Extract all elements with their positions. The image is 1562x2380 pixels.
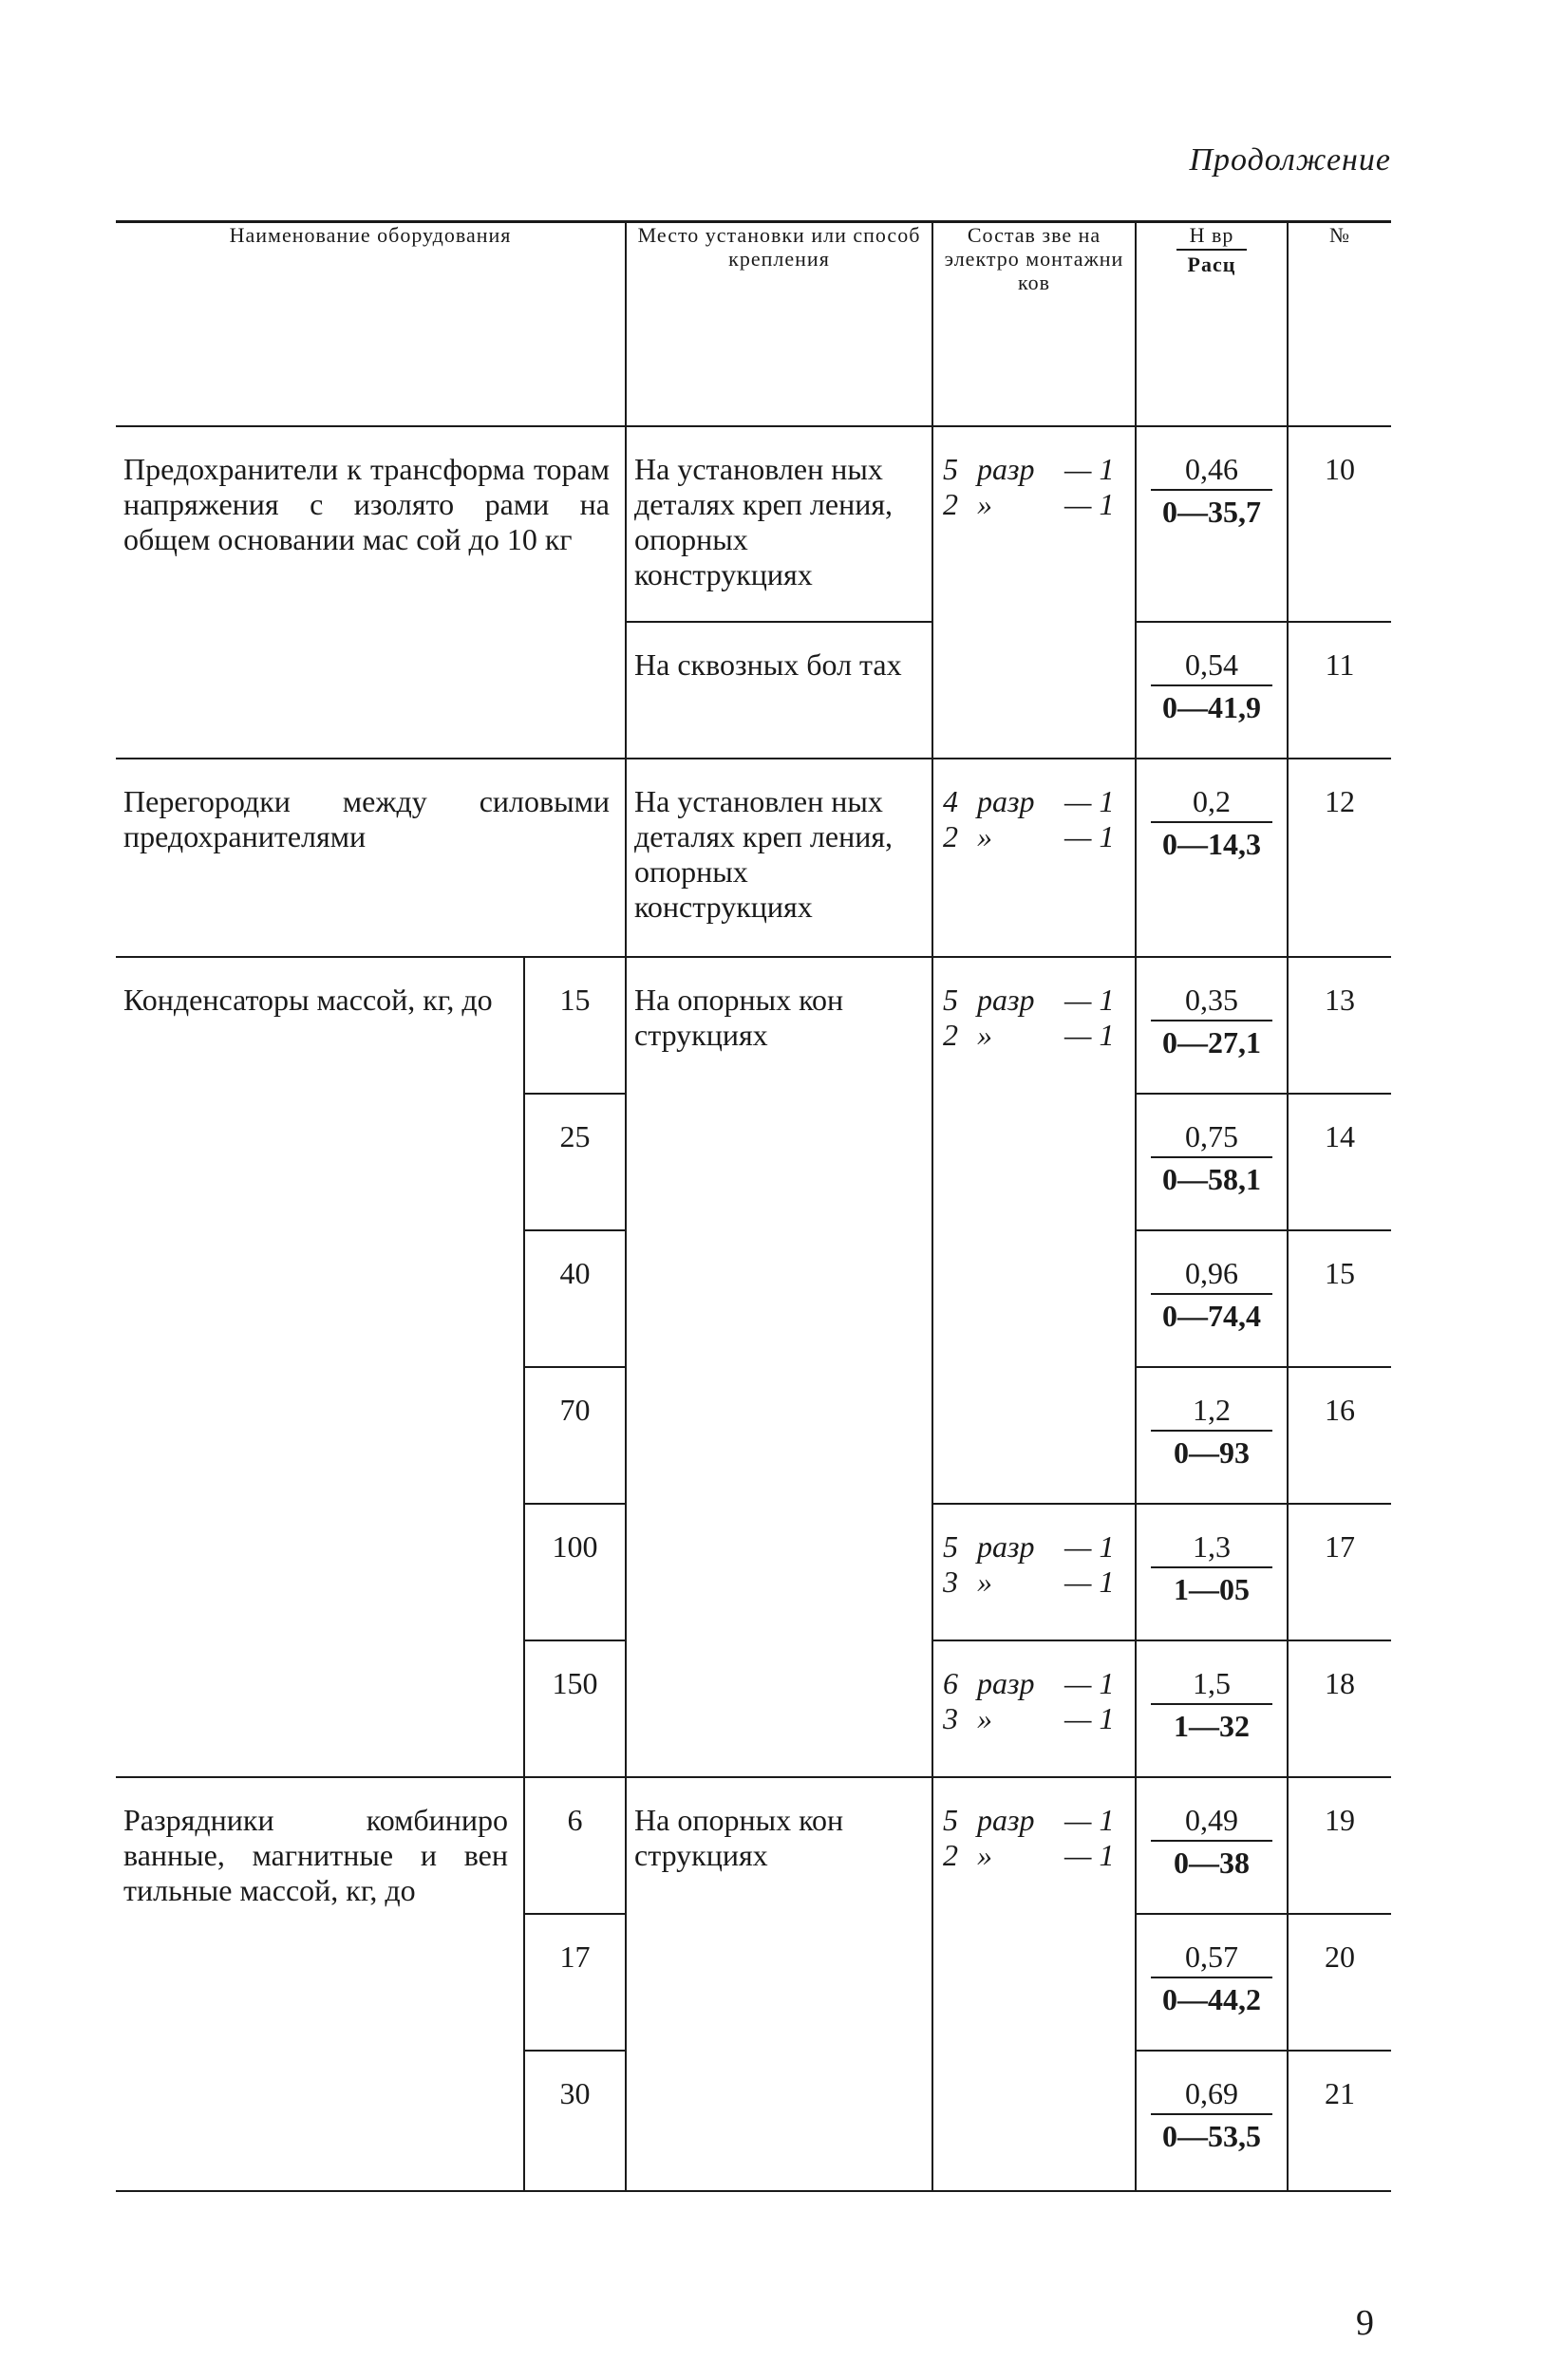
crew-category: разр <box>977 1802 1035 1837</box>
time-norm: 0,46 <box>1151 452 1272 491</box>
header-crew: Состав зве на электро монтажни ков <box>932 222 1136 426</box>
crew-grade: 2 <box>943 1837 958 1872</box>
norm-cell <box>1136 1640 1288 1777</box>
crew-count: — 1 <box>1064 818 1115 853</box>
crew-line <box>943 1018 1125 1053</box>
crew-grade: 5 <box>943 982 958 1017</box>
crew-line <box>943 1803 1125 1838</box>
norm-fraction <box>1151 784 1272 862</box>
mass-value: 15 <box>524 957 626 1094</box>
time-norm: 1,2 <box>1151 1393 1272 1432</box>
norm-cell <box>1136 759 1288 957</box>
norm-header-fraction <box>1176 223 1248 276</box>
norm-fraction <box>1151 1666 1272 1744</box>
norm-fraction <box>1151 1529 1272 1607</box>
equipment-arresters: Разрядники комбиниро ванные, магнитные и вен тильные массой, кг, до <box>116 1777 524 2191</box>
crew-grade: 4 <box>943 783 958 818</box>
price-rate: 0—35,7 <box>1162 494 1261 529</box>
norm-cell <box>1136 1504 1288 1640</box>
time-norm: 0,2 <box>1151 784 1272 823</box>
crew-line <box>943 983 1125 1018</box>
price-rate: 0—14,3 <box>1162 826 1261 861</box>
mass-value: 6 <box>524 1777 626 1914</box>
price-rate: 0—44,2 <box>1162 1981 1261 2016</box>
crew-cell <box>932 957 1136 1504</box>
crew-category: разр <box>977 451 1035 486</box>
norm-cell <box>1136 622 1288 759</box>
crew-line <box>943 784 1125 819</box>
row-number: 17 <box>1288 1504 1391 1640</box>
mass-value: 40 <box>524 1230 626 1367</box>
crew-category: разр <box>977 1665 1035 1700</box>
time-norm: 0,35 <box>1151 983 1272 1021</box>
crew-category: » <box>977 1017 992 1052</box>
norm-cell <box>1136 1367 1288 1504</box>
crew-count: — 1 <box>1064 783 1115 818</box>
mass-value: 25 <box>524 1094 626 1230</box>
norm-cell <box>1136 957 1288 1094</box>
table-row <box>116 426 1391 622</box>
crew-cell <box>932 426 1136 759</box>
header-norm <box>1136 222 1288 426</box>
price-rate: 0—53,5 <box>1162 2118 1261 2153</box>
crew-category: » <box>977 1700 992 1735</box>
norm-cell <box>1136 1094 1288 1230</box>
norm-cell <box>1136 1777 1288 1914</box>
crew-count: — 1 <box>1064 1665 1115 1700</box>
row-number: 11 <box>1288 622 1391 759</box>
header-number: № <box>1288 222 1391 426</box>
norm-fraction <box>1151 1940 1272 2017</box>
time-norm: 0,54 <box>1151 647 1272 686</box>
crew-grade: 5 <box>943 1528 958 1564</box>
crew-count: — 1 <box>1064 1564 1115 1599</box>
crew-grade: 5 <box>943 451 958 486</box>
crew-category: разр <box>977 982 1035 1017</box>
crew-grade: 3 <box>943 1564 958 1599</box>
crew-cell <box>932 1777 1136 2191</box>
norm-fraction <box>1151 1393 1272 1471</box>
continuation-label: Продолжение <box>1189 142 1391 178</box>
crew-count: — 1 <box>1064 451 1115 486</box>
place-supports-2: На опорных кон струкциях <box>626 1777 932 2191</box>
norm-cell <box>1136 2051 1288 2191</box>
row-number: 21 <box>1288 2051 1391 2191</box>
row-number: 15 <box>1288 1230 1391 1367</box>
time-norm: 0,75 <box>1151 1119 1272 1158</box>
place-through-bolts: На сквозных бол тах <box>626 622 932 759</box>
table-row <box>116 957 1391 1094</box>
price-rate: 0—58,1 <box>1162 1161 1261 1196</box>
row-number: 16 <box>1288 1367 1391 1504</box>
place-installed-parts-2: На установлен ных деталях креп ления, опорных конструкциях <box>626 759 932 957</box>
place-supports-1: На опорных кон струкциях <box>626 957 932 1777</box>
crew-cell <box>932 1640 1136 1777</box>
norm-fraction <box>1151 2076 1272 2154</box>
crew-count: — 1 <box>1064 1528 1115 1564</box>
crew-count: — 1 <box>1064 982 1115 1017</box>
crew-category: разр <box>977 1528 1035 1564</box>
crew-grade: 5 <box>943 1802 958 1837</box>
norms-table <box>116 220 1391 2192</box>
mass-value: 30 <box>524 2051 626 2191</box>
time-norm: 0,57 <box>1151 1940 1272 1978</box>
equipment-fuses: Предохранители к трансформа торам напряжения с изолято рами на общем основании мас сой до 10 кг <box>116 426 626 759</box>
time-norm: 0,96 <box>1151 1256 1272 1295</box>
time-norm: 0,69 <box>1151 2076 1272 2115</box>
table-header-row <box>116 222 1391 426</box>
norm-cell <box>1136 1230 1288 1367</box>
crew-cell <box>932 759 1136 957</box>
row-number: 13 <box>1288 957 1391 1094</box>
price-rate: 0—93 <box>1174 1434 1250 1470</box>
crew-category: разр <box>977 783 1035 818</box>
time-norm: 1,5 <box>1151 1666 1272 1705</box>
crew-category: » <box>977 486 992 521</box>
crew-count: — 1 <box>1064 1802 1115 1837</box>
crew-line <box>943 1565 1125 1600</box>
header-install-place: Место установки или способ крепления <box>626 222 932 426</box>
crew-grade: 3 <box>943 1700 958 1735</box>
row-number: 14 <box>1288 1094 1391 1230</box>
norm-fraction <box>1151 1803 1272 1881</box>
crew-count: — 1 <box>1064 486 1115 521</box>
crew-grade: 2 <box>943 818 958 853</box>
price-rate: 0—74,4 <box>1162 1298 1261 1333</box>
crew-line <box>943 1701 1125 1736</box>
place-installed-parts: На установлен ных деталях креп ления, опорных конструкциях <box>626 426 932 622</box>
price-rate: 0—41,9 <box>1162 689 1261 724</box>
crew-grade: 2 <box>943 486 958 521</box>
row-number: 10 <box>1288 426 1391 622</box>
norm-fraction <box>1151 1119 1272 1197</box>
norm-fraction <box>1151 647 1272 725</box>
norm-cell <box>1136 426 1288 622</box>
crew-line <box>943 819 1125 854</box>
norm-header-price: Расц <box>1187 253 1236 276</box>
mass-value: 150 <box>524 1640 626 1777</box>
norm-fraction <box>1151 983 1272 1060</box>
price-rate: 1—32 <box>1174 1708 1250 1743</box>
crew-grade: 2 <box>943 1017 958 1052</box>
norm-header-time: Н вр <box>1176 223 1248 251</box>
crew-line <box>943 487 1125 522</box>
header-equipment-name: Наименование оборудования <box>116 222 626 426</box>
mass-value: 70 <box>524 1367 626 1504</box>
mass-value: 17 <box>524 1914 626 2051</box>
row-number: 19 <box>1288 1777 1391 1914</box>
crew-line <box>943 1529 1125 1565</box>
price-rate: 0—27,1 <box>1162 1024 1261 1059</box>
row-number: 20 <box>1288 1914 1391 2051</box>
crew-count: — 1 <box>1064 1017 1115 1052</box>
crew-count: — 1 <box>1064 1700 1115 1735</box>
crew-category: » <box>977 818 992 853</box>
crew-line <box>943 1666 1125 1701</box>
price-rate: 0—38 <box>1174 1845 1250 1880</box>
time-norm: 0,49 <box>1151 1803 1272 1842</box>
crew-line <box>943 1838 1125 1873</box>
price-rate: 1—05 <box>1174 1571 1250 1606</box>
norm-cell <box>1136 1914 1288 2051</box>
crew-count: — 1 <box>1064 1837 1115 1872</box>
time-norm: 1,3 <box>1151 1529 1272 1568</box>
row-number: 12 <box>1288 759 1391 957</box>
crew-line <box>943 452 1125 487</box>
equipment-partitions: Перегородки между силовыми предохранителями <box>116 759 626 957</box>
row-number: 18 <box>1288 1640 1391 1777</box>
crew-grade: 6 <box>943 1665 958 1700</box>
table-row <box>116 1777 1391 1914</box>
norm-fraction <box>1151 1256 1272 1334</box>
table-row <box>116 759 1391 957</box>
crew-cell <box>932 1504 1136 1640</box>
crew-category: » <box>977 1837 992 1872</box>
norm-fraction <box>1151 452 1272 530</box>
mass-value: 100 <box>524 1504 626 1640</box>
crew-category: » <box>977 1564 992 1599</box>
page-number: 9 <box>1356 2303 1374 2343</box>
equipment-capacitors: Конденсаторы массой, кг, до <box>116 957 524 1777</box>
